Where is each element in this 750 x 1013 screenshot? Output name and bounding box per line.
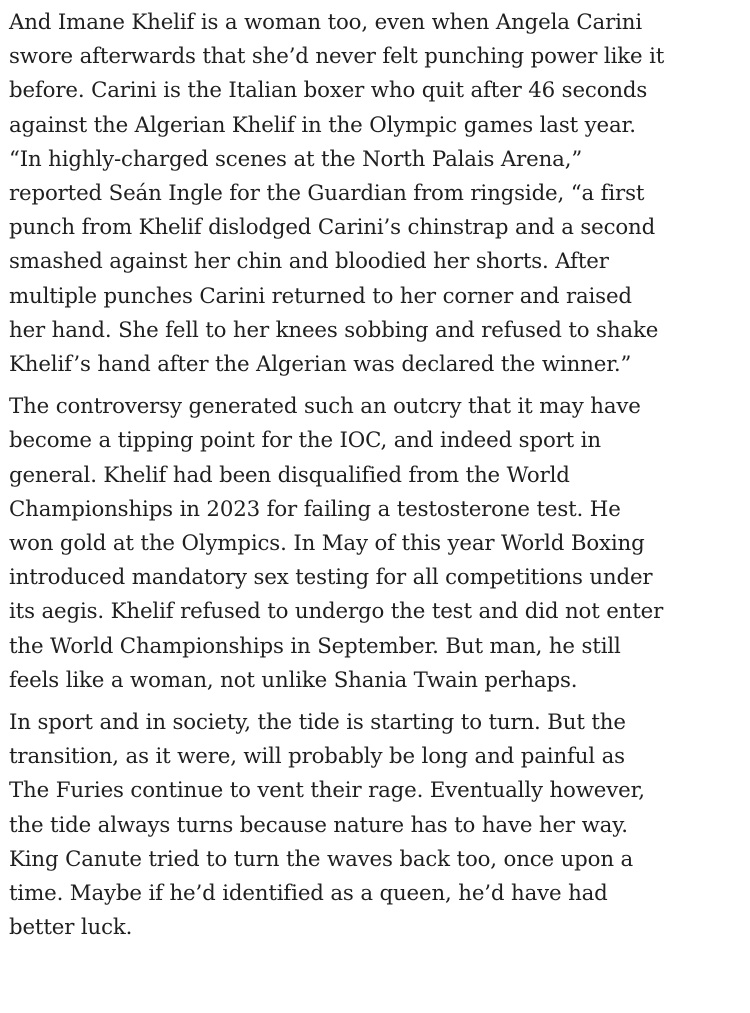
text-line: introduced mandatory sex testing for all competitions under	[9, 565, 653, 591]
text-line: In sport and in society, the tide is starting to turn. But the	[9, 710, 626, 736]
text-line: The controversy generated such an outcry that it may have	[9, 394, 641, 420]
text-line: better luck.	[9, 915, 133, 941]
text-line: transition, as it were, will probably be long and painful as	[9, 744, 625, 770]
text-line: feels like a woman, not unlike Shania Twain perhaps.	[9, 667, 578, 693]
text-line: become a tipping point for the IOC, and indeed sport in	[9, 428, 601, 454]
text-line: won gold at the Olympics. In May of this year World Boxing	[9, 531, 645, 557]
text-line: its aegis. Khelif refused to undergo the test and did not enter	[9, 599, 664, 625]
paragraph-1	[9, 6, 744, 382]
paragraph-2	[9, 390, 744, 698]
text-line: Championships in 2023 for failing a testosterone test. He	[9, 496, 621, 522]
text-line: “In highly-charged scenes at the North Palais Arena,”	[9, 146, 583, 172]
text-line: before. Carini is the Italian boxer who quit after 46 seconds	[9, 78, 648, 104]
text-line: swore afterwards that she’d never felt punching power like it	[9, 44, 665, 70]
text-line: general. Khelif had been disqualified from the World	[9, 462, 570, 488]
text-line: The Furies continue to vent their rage. Eventually however,	[9, 778, 645, 804]
text-line: punch from Khelif dislodged Carini’s chinstrap and a second	[9, 215, 656, 241]
text-line: against the Algerian Khelif in the Olympic games last year.	[9, 112, 636, 138]
text-line: King Canute tried to turn the waves back too, once upon a	[9, 846, 634, 872]
text-line: the World Championships in September. But man, he still	[9, 633, 621, 659]
text-line: And Imane Khelif is a woman too, even when Angela Carini	[9, 10, 643, 35]
paragraph-3	[9, 706, 744, 945]
text-line: the tide always turns because nature has to have her way.	[9, 812, 628, 838]
text-line: Khelif’s hand after the Algerian was declared the winner.”	[9, 352, 632, 378]
text-line: reported Seán Ingle for the Guardian from ringside, “a first	[9, 181, 645, 207]
text-line: time. Maybe if he’d identified as a queen, he’d have had	[9, 881, 608, 907]
text-line: her hand. She fell to her knees sobbing and refused to shake	[9, 317, 659, 343]
article-body	[9, 6, 744, 953]
text-line: smashed against her chin and bloodied her shorts. After	[9, 249, 609, 275]
text-line: multiple punches Carini returned to her corner and raised	[9, 283, 632, 309]
